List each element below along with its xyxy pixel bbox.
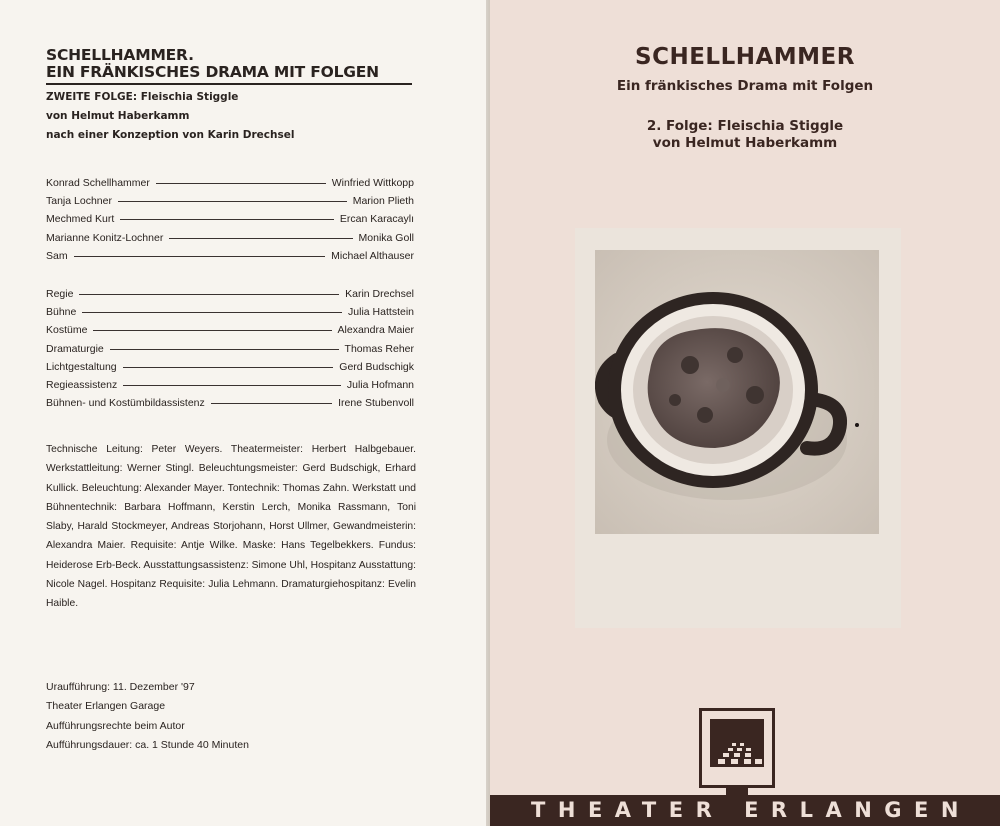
credit-name: Michael Althauser: [331, 249, 414, 262]
credit-name: Alexandra Maier: [337, 324, 414, 337]
credit-leader-line: [123, 367, 334, 368]
credit-role: Lichtgestaltung: [46, 360, 117, 373]
credit-role: Sam: [46, 249, 68, 262]
episode-title: Fleischia Stiggle: [140, 91, 239, 103]
credit-name: Marion Plieth: [352, 195, 414, 208]
cast-row: [46, 250, 414, 268]
credit-name: Julia Hofmann: [346, 378, 414, 391]
theater-banner: [490, 795, 1000, 826]
credit-name: Monika Goll: [358, 231, 414, 244]
crew-list: [46, 288, 414, 415]
concept-line: nach einer Konzeption von Karin Drechsel: [46, 129, 295, 141]
premiere-date: Uraufführung: 11. Dezember '97: [46, 681, 195, 693]
credit-leader-line: [93, 330, 331, 331]
credit-leader-line: [118, 201, 347, 202]
cover-episode: [490, 118, 1000, 152]
theater-logo-frame: [699, 708, 775, 788]
episode-line: [46, 90, 412, 104]
cover-episode-line2: von Helmut Haberkamm: [652, 135, 838, 151]
credit-leader-line: [110, 349, 339, 350]
theater-logo-stage: [710, 719, 764, 767]
crew-row: [46, 306, 414, 324]
credit-name: Ercan Karacaylı: [339, 213, 414, 226]
crew-row: [46, 343, 414, 361]
duration: Aufführungsdauer: ca. 1 Stunde 40 Minuten: [46, 738, 249, 751]
pot-of-meat-image: [595, 250, 879, 534]
polaroid-photo: [575, 228, 901, 628]
credit-name: Julia Hattstein: [348, 306, 414, 319]
author-line: von Helmut Haberkamm: [46, 110, 190, 122]
cover-title: SCHELLHAMMER: [635, 44, 855, 70]
cast-row: [46, 213, 414, 231]
credit-role: Mechmed Kurt: [46, 213, 115, 226]
program-title-line1: SCHELLHAMMER.: [46, 46, 194, 64]
credit-role: Bühnen- und Kostümbildassistenz: [46, 397, 205, 410]
crew-row: [46, 379, 414, 397]
credit-role: Tanja Lochner: [46, 195, 112, 208]
credit-leader-line: [120, 219, 334, 220]
rights-note: Aufführungsrechte beim Autor: [46, 719, 185, 732]
cast-row: [46, 177, 414, 195]
credit-name: Winfried Wittkopp: [331, 177, 414, 189]
credit-role: Bühne: [46, 306, 77, 319]
credit-role: Dramaturgie: [46, 342, 104, 355]
crew-row: [46, 324, 414, 342]
credit-leader-line: [211, 403, 332, 404]
crew-row: [46, 288, 414, 306]
cast-row: [46, 232, 414, 250]
episode-label: ZWEITE FOLGE:: [46, 91, 138, 103]
checkered-floor-icon: [710, 719, 764, 767]
credit-role: Konrad Schellhammer: [46, 177, 150, 189]
program-title-line2: EIN FRÄNKISCHES DRAMA MIT FOLGEN: [46, 63, 379, 81]
credit-name: Gerd Budschigk: [339, 360, 414, 373]
credit-leader-line: [156, 183, 326, 184]
premiere-info: [46, 678, 249, 755]
credit-leader-line: [123, 385, 341, 386]
credit-name: Karin Drechsel: [345, 288, 414, 300]
technical-staff-paragraph: Technische Leitung: Peter Weyers. Theatermeister: Herbert Halbgebauer. Werkstattleitung: Werner Stingl. Beleuchtungsmeister: Gerd Budschigk, Erhard Kullick. Beleuchtung: Alexander Mayer. Tontechnik: Thomas Zahn. Werkstatt und Bühnentechnik: Barbara Hoffmann, Kerstin Lerch, Monika Rassmann, Toni Slaby, Harald Stockmeyer, Andreas Storjohann, Horst Ullmer, Gewandmeisterin: Alexandra Maier. Requisite: Antje Wilke. Maske: Hans Tegelbekkers. Fundus: Heiderose Erb-Beck. Ausstattungsassistenz: Simone Uhl, Hospitanz Ausstattung: Nicole Nagel. Hospitanz Requisite: Julia Lehmann. Dramaturgiehospitanz: Evelin Haible.: [46, 444, 416, 610]
credit-role: Regie: [46, 288, 74, 300]
cover-subtitle: Ein fränkisches Drama mit Folgen: [616, 78, 874, 94]
cast-list: [46, 177, 414, 268]
program-title-block: [46, 47, 412, 142]
cover-episode-line1: 2. Folge: Fleischia Stiggle: [646, 118, 844, 134]
credit-role: Regieassistenz: [46, 378, 118, 391]
credit-leader-line: [74, 256, 326, 257]
cast-row: [46, 195, 414, 213]
title-rule: [46, 83, 412, 85]
credit-role: Kostüme: [46, 324, 88, 337]
crew-row: [46, 397, 414, 415]
credit-name: Irene Stubenvoll: [338, 397, 414, 410]
credit-leader-line: [82, 312, 342, 313]
credit-role: Marianne Konitz-Lochner: [46, 231, 164, 244]
venue: Theater Erlangen Garage: [46, 700, 166, 713]
credit-name: Thomas Reher: [344, 342, 414, 355]
theater-name: THEATER ERLANGEN: [531, 798, 971, 822]
crew-row: [46, 361, 414, 379]
photo-image: [595, 250, 879, 534]
credit-leader-line: [169, 238, 352, 239]
credit-leader-line: [79, 294, 339, 295]
